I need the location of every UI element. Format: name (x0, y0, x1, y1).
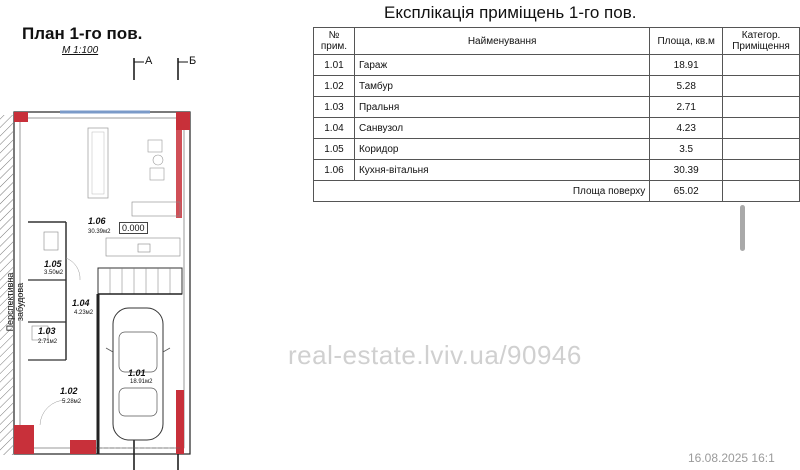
row-num: 1.02 (314, 76, 355, 97)
room-number-1-01: 1.01 (128, 368, 146, 378)
scrollbar[interactable] (740, 205, 745, 251)
perspective-label: Перспективна забудова (5, 272, 25, 332)
row-name: Санвузол (354, 118, 649, 139)
floor-plan-drawing (0, 0, 310, 470)
row-num: 1.03 (314, 97, 355, 118)
total-label: Площа поверху (314, 181, 650, 202)
room-number-1-04: 1.04 (72, 298, 90, 308)
explication-title: Експлікація приміщень 1-го пов. (384, 3, 637, 22)
row-area: 3.5 (650, 139, 723, 160)
row-area: 5.28 (650, 76, 723, 97)
watermark: real-estate.lviv.ua/90946 (288, 340, 582, 370)
section-mark-a: А (145, 55, 153, 67)
row-category (723, 118, 800, 139)
table-row (314, 160, 800, 181)
timestamp: 16.08.2025 16:1 (688, 451, 775, 465)
header-category: Категор. Приміщення (723, 28, 800, 55)
header-area: Площа, кв.м (650, 28, 723, 55)
row-area: 30.39 (650, 160, 723, 181)
table-row (314, 55, 800, 76)
table-row (314, 97, 800, 118)
table-header-row (314, 28, 800, 55)
plan-scale: М 1:100 (62, 45, 99, 56)
total-value: 65.02 (650, 181, 723, 202)
row-name: Пральня (354, 97, 649, 118)
row-category (723, 139, 800, 160)
row-num: 1.04 (314, 118, 355, 139)
row-name: Гараж (354, 55, 649, 76)
row-name: Тамбур (354, 76, 649, 97)
row-num: 1.01 (314, 55, 355, 76)
row-area: 18.91 (650, 55, 723, 76)
row-num: 1.05 (314, 139, 355, 160)
row-name: Коридор (354, 139, 649, 160)
table-total-row (314, 181, 800, 202)
header-name: Найменування (354, 28, 649, 55)
explication-table (313, 27, 800, 202)
row-category (723, 160, 800, 181)
room-area-1-04: 4.23м2 (74, 310, 94, 316)
row-name: Кухня-вітальня (354, 160, 649, 181)
room-number-1-06: 1.06 (88, 216, 106, 226)
room-area-1-01: 18.91м2 (130, 379, 153, 385)
room-number-1-05: 1.05 (44, 259, 62, 269)
room-number-1-02: 1.02 (60, 386, 78, 396)
header-num: № прим. (314, 28, 355, 55)
room-area-1-03: 2.71м2 (38, 339, 58, 345)
room-area-1-05: 3.50м2 (44, 270, 64, 276)
section-mark-b: Б (189, 55, 197, 67)
total-category (723, 181, 800, 202)
row-category (723, 76, 800, 97)
plan-title: План 1-го пов. (22, 24, 143, 43)
row-num: 1.06 (314, 160, 355, 181)
level-mark: 0.000 (119, 222, 148, 234)
table-row (314, 139, 800, 160)
table-row (314, 76, 800, 97)
room-area-1-02: 5.28м2 (62, 399, 82, 405)
row-category (723, 55, 800, 76)
room-area-1-06: 30.39м2 (88, 229, 111, 235)
table-row (314, 118, 800, 139)
row-area: 4.23 (650, 118, 723, 139)
row-category (723, 97, 800, 118)
row-area: 2.71 (650, 97, 723, 118)
room-number-1-03: 1.03 (38, 326, 56, 336)
